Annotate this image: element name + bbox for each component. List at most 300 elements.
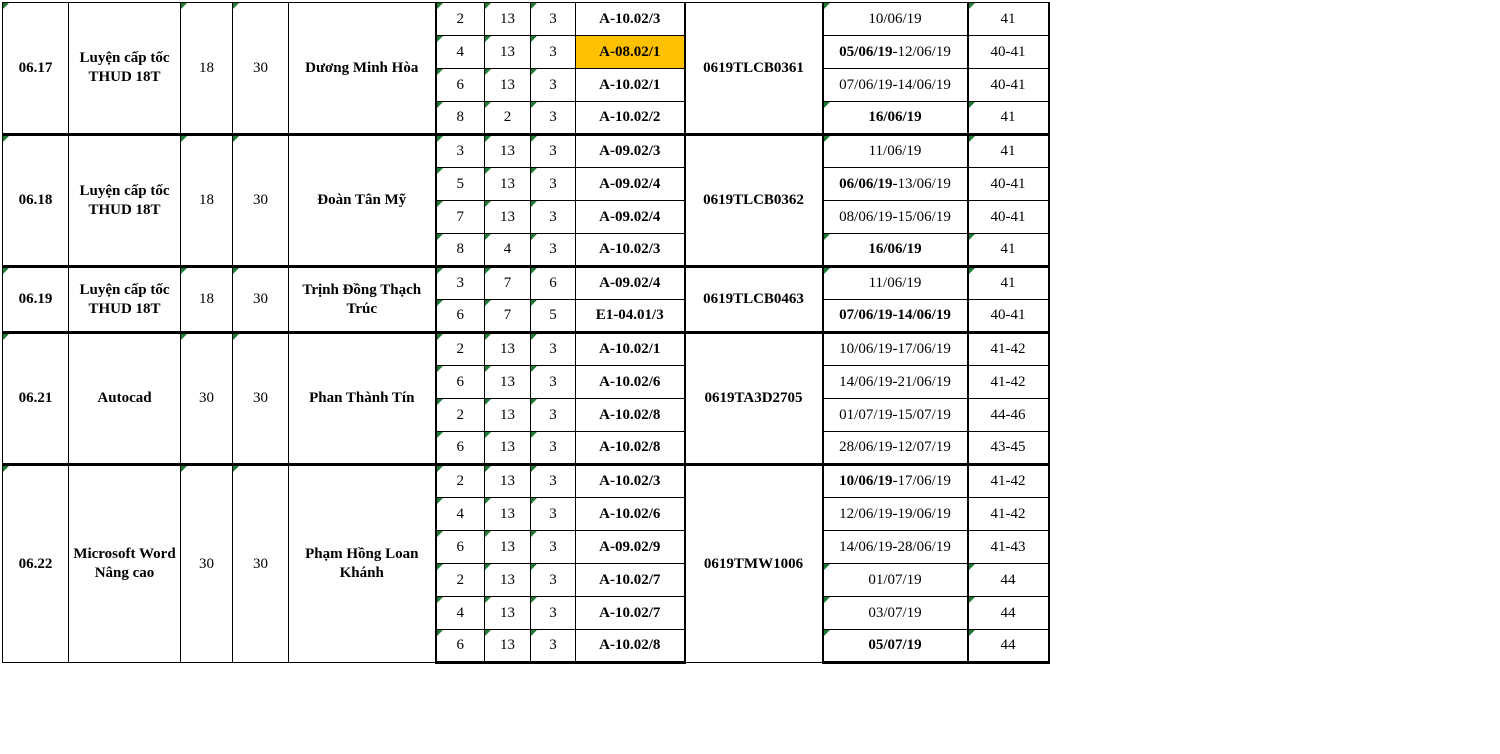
class-code: 0619TA3D2705 xyxy=(704,390,803,407)
lessons-cell[interactable] xyxy=(531,432,576,465)
period-cell[interactable] xyxy=(485,36,531,69)
dates-cell[interactable] xyxy=(823,366,968,399)
error-flag-icon xyxy=(824,234,830,240)
error-flag-icon xyxy=(181,334,187,340)
day-value: 6 xyxy=(456,307,464,324)
dates-cell[interactable] xyxy=(823,333,968,366)
period-cell[interactable] xyxy=(485,135,531,168)
class-code-cell[interactable] xyxy=(685,3,823,135)
lessons-cell[interactable] xyxy=(531,465,576,498)
day-value: 7 xyxy=(456,208,464,225)
error-flag-icon xyxy=(531,300,537,306)
lessons-cell[interactable] xyxy=(531,366,576,399)
dates-cell[interactable] xyxy=(823,531,968,564)
enrolled-cell[interactable] xyxy=(181,3,233,135)
day-value: 6 xyxy=(456,76,464,93)
dates-cell[interactable] xyxy=(823,3,968,36)
lessons-cell[interactable] xyxy=(531,267,576,300)
error-flag-icon xyxy=(485,597,491,603)
error-flag-icon xyxy=(233,466,239,472)
period-value: 13 xyxy=(500,439,515,456)
teacher-cell[interactable] xyxy=(289,465,436,663)
error-flag-icon xyxy=(485,102,491,108)
room-value: A-10.02/1 xyxy=(599,76,661,93)
dates-cell[interactable] xyxy=(823,135,968,168)
error-flag-icon xyxy=(437,102,443,108)
date-bold: 05/06/19 xyxy=(839,43,893,60)
period-cell[interactable] xyxy=(485,333,531,366)
day-value: 6 xyxy=(456,637,464,654)
weeks-value: 41 xyxy=(1000,109,1016,126)
error-flag-icon xyxy=(531,630,537,636)
room-cell[interactable] xyxy=(576,399,685,432)
day-value: 4 xyxy=(456,604,464,621)
lessons-value: 3 xyxy=(549,604,557,621)
day-value: 4 xyxy=(456,505,464,522)
teacher-name: Phạm Hồng Loan Khánh xyxy=(305,546,419,581)
error-flag-icon xyxy=(485,268,491,274)
room-value: A-10.02/6 xyxy=(599,373,661,390)
error-flag-icon xyxy=(824,597,830,603)
room-value: A-09.02/4 xyxy=(599,208,661,225)
dates-cell[interactable] xyxy=(823,69,968,102)
room-value: A-09.02/4 xyxy=(599,175,661,192)
dates-cell[interactable] xyxy=(823,432,968,465)
period-cell[interactable] xyxy=(485,399,531,432)
date-regular: 07/06/19-14/06/19 xyxy=(839,76,951,93)
date-regular: -13/06/19 xyxy=(892,175,951,192)
room-value: A-10.02/7 xyxy=(599,604,661,621)
lessons-cell[interactable] xyxy=(531,168,576,201)
period-value: 2 xyxy=(503,109,512,126)
weeks-value: 44 xyxy=(1000,637,1016,654)
error-flag-icon xyxy=(485,201,491,207)
date-bold: 16/06/19 xyxy=(868,241,922,258)
day-cell[interactable] xyxy=(436,267,485,300)
lessons-cell[interactable] xyxy=(531,564,576,597)
enrolled-cell[interactable] xyxy=(181,465,233,663)
class-code: 0619TMW1006 xyxy=(703,555,804,572)
period-cell[interactable] xyxy=(485,3,531,36)
error-flag-icon xyxy=(531,268,537,274)
enrolled-cell[interactable] xyxy=(181,135,233,267)
error-flag-icon xyxy=(437,234,443,240)
weeks-cell[interactable] xyxy=(968,531,1049,564)
day-cell[interactable] xyxy=(436,432,485,465)
room-cell[interactable] xyxy=(576,3,685,36)
room-cell[interactable] xyxy=(576,498,685,531)
period-cell[interactable] xyxy=(485,267,531,300)
lessons-cell[interactable] xyxy=(531,234,576,267)
lessons-cell[interactable] xyxy=(531,597,576,630)
day-value: 6 xyxy=(456,439,464,456)
dates-cell[interactable] xyxy=(823,564,968,597)
room-cell[interactable] xyxy=(576,630,685,663)
capacity-count: 30 xyxy=(253,192,268,209)
dates-cell[interactable] xyxy=(823,300,968,333)
error-flag-icon xyxy=(485,432,491,438)
error-flag-icon xyxy=(531,466,537,472)
error-flag-icon xyxy=(437,399,443,405)
lessons-value: 3 xyxy=(549,175,557,192)
weeks-value: 40-41 xyxy=(990,208,1026,225)
weeks-cell[interactable] xyxy=(968,168,1049,201)
period-cell[interactable] xyxy=(485,69,531,102)
course-code: 06.22 xyxy=(18,555,53,572)
course-code: 06.18 xyxy=(18,192,53,209)
period-value: 13 xyxy=(500,571,515,588)
room-value: A-10.02/8 xyxy=(599,439,661,456)
dates-cell[interactable] xyxy=(823,597,968,630)
date-regular: 14/06/19-21/06/19 xyxy=(839,373,951,390)
capacity-cell[interactable] xyxy=(233,465,289,663)
lessons-value: 3 xyxy=(549,208,557,225)
teacher-name: Phan Thành Tín xyxy=(309,390,415,407)
enrolled-count: 18 xyxy=(199,192,214,209)
lessons-cell[interactable] xyxy=(531,69,576,102)
capacity-cell[interactable] xyxy=(233,135,289,267)
lessons-cell[interactable] xyxy=(531,399,576,432)
day-cell[interactable] xyxy=(436,333,485,366)
day-value: 3 xyxy=(456,275,464,292)
day-cell[interactable] xyxy=(436,498,485,531)
lessons-cell[interactable] xyxy=(531,102,576,135)
weeks-cell[interactable] xyxy=(968,399,1049,432)
period-value: 13 xyxy=(500,505,515,522)
teacher-cell[interactable] xyxy=(289,3,436,135)
dates-cell[interactable] xyxy=(823,267,968,300)
room-cell[interactable] xyxy=(576,201,685,234)
weeks-cell[interactable] xyxy=(968,498,1049,531)
room-cell[interactable] xyxy=(576,234,685,267)
room-cell[interactable] xyxy=(576,333,685,366)
error-flag-icon xyxy=(437,36,443,42)
weeks-cell[interactable] xyxy=(968,366,1049,399)
room-value: A-09.02/4 xyxy=(599,275,661,292)
day-value: 8 xyxy=(456,109,464,126)
day-cell[interactable] xyxy=(436,366,485,399)
period-cell[interactable] xyxy=(485,102,531,135)
capacity-cell[interactable] xyxy=(233,267,289,333)
date-regular: 01/07/19 xyxy=(868,571,922,588)
error-flag-icon xyxy=(233,268,239,274)
date-bold: 16/06/19 xyxy=(868,109,922,126)
day-cell[interactable] xyxy=(436,102,485,135)
course-schedule-table xyxy=(2,2,1050,664)
period-value: 13 xyxy=(500,341,515,358)
dates-cell[interactable] xyxy=(823,630,968,663)
course-name: Luyện cấp tốc THUD 18T xyxy=(79,281,170,317)
class-code-cell[interactable] xyxy=(685,333,823,465)
room-cell[interactable] xyxy=(576,564,685,597)
weeks-cell[interactable] xyxy=(968,333,1049,366)
dates-cell[interactable] xyxy=(823,201,968,234)
lessons-cell[interactable] xyxy=(531,630,576,663)
course-code-cell[interactable] xyxy=(3,3,69,135)
day-value: 4 xyxy=(456,43,464,60)
period-value: 13 xyxy=(500,143,515,160)
day-cell[interactable] xyxy=(436,531,485,564)
room-cell-highlighted[interactable] xyxy=(576,36,685,69)
error-flag-icon xyxy=(437,432,443,438)
period-cell[interactable] xyxy=(485,498,531,531)
period-cell[interactable] xyxy=(485,465,531,498)
weeks-value: 41 xyxy=(1000,241,1016,258)
error-flag-icon xyxy=(485,136,491,142)
period-cell[interactable] xyxy=(485,531,531,564)
error-flag-icon xyxy=(437,69,443,75)
error-flag-icon xyxy=(485,399,491,405)
day-value: 2 xyxy=(456,406,464,423)
capacity-cell[interactable] xyxy=(233,3,289,135)
error-flag-icon xyxy=(437,498,443,504)
dates-cell[interactable] xyxy=(823,399,968,432)
error-flag-icon xyxy=(437,366,443,372)
day-cell[interactable] xyxy=(436,564,485,597)
day-cell[interactable] xyxy=(436,3,485,36)
weeks-value: 44-46 xyxy=(990,406,1026,423)
weeks-cell[interactable] xyxy=(968,300,1049,333)
period-cell[interactable] xyxy=(485,201,531,234)
error-flag-icon xyxy=(531,168,537,174)
class-code: 0619TLCB0362 xyxy=(703,192,804,209)
dates-cell[interactable] xyxy=(823,168,968,201)
room-value: A-10.02/1 xyxy=(599,341,661,358)
class-code-cell[interactable] xyxy=(685,267,823,333)
course-code-cell[interactable] xyxy=(3,465,69,663)
day-cell[interactable] xyxy=(436,597,485,630)
period-value: 13 xyxy=(500,208,515,225)
error-flag-icon xyxy=(485,630,491,636)
dates-cell[interactable] xyxy=(823,102,968,135)
lessons-cell[interactable] xyxy=(531,3,576,36)
error-flag-icon xyxy=(824,564,830,570)
course-name-cell[interactable] xyxy=(69,267,181,333)
error-flag-icon xyxy=(969,3,975,9)
weeks-cell[interactable] xyxy=(968,234,1049,267)
period-cell[interactable] xyxy=(485,597,531,630)
teacher-name: Dương Minh Hòa xyxy=(305,59,419,76)
lessons-value: 3 xyxy=(549,43,557,60)
error-flag-icon xyxy=(437,300,443,306)
error-flag-icon xyxy=(531,102,537,108)
weeks-cell[interactable] xyxy=(968,69,1049,102)
period-cell[interactable] xyxy=(485,564,531,597)
error-flag-icon xyxy=(531,136,537,142)
weeks-value: 41-42 xyxy=(990,341,1026,358)
date-regular: 01/07/19-15/07/19 xyxy=(839,406,951,423)
room-cell[interactable] xyxy=(576,69,685,102)
weeks-value: 40-41 xyxy=(990,43,1026,60)
room-cell[interactable] xyxy=(576,366,685,399)
lessons-value: 3 xyxy=(549,10,557,27)
period-value: 13 xyxy=(500,604,515,621)
error-flag-icon xyxy=(181,3,187,9)
error-flag-icon xyxy=(824,630,830,636)
weeks-cell[interactable] xyxy=(968,135,1049,168)
error-flag-icon xyxy=(485,168,491,174)
lessons-value: 3 xyxy=(549,406,557,423)
course-code-cell[interactable] xyxy=(3,135,69,267)
capacity-count: 30 xyxy=(253,291,268,308)
room-value: A-10.02/6 xyxy=(599,505,661,522)
course-name-cell[interactable] xyxy=(69,333,181,465)
period-value: 13 xyxy=(500,175,515,192)
error-flag-icon xyxy=(531,498,537,504)
table-row xyxy=(3,465,1049,498)
day-cell[interactable] xyxy=(436,399,485,432)
lessons-cell[interactable] xyxy=(531,498,576,531)
lessons-cell[interactable] xyxy=(531,333,576,366)
weeks-cell[interactable] xyxy=(968,465,1049,498)
day-value: 2 xyxy=(456,571,464,588)
lessons-cell[interactable] xyxy=(531,531,576,564)
day-cell[interactable] xyxy=(436,69,485,102)
room-cell[interactable] xyxy=(576,465,685,498)
course-code: 06.21 xyxy=(18,390,53,407)
teacher-name: Đoàn Tân Mỹ xyxy=(317,192,407,209)
room-cell[interactable] xyxy=(576,531,685,564)
room-cell[interactable] xyxy=(576,597,685,630)
period-cell[interactable] xyxy=(485,366,531,399)
course-name-cell[interactable] xyxy=(69,3,181,135)
day-value: 8 xyxy=(456,241,464,258)
lessons-value: 3 xyxy=(549,439,557,456)
error-flag-icon xyxy=(485,498,491,504)
error-flag-icon xyxy=(531,531,537,537)
capacity-cell[interactable] xyxy=(233,333,289,465)
error-flag-icon xyxy=(531,234,537,240)
period-value: 13 xyxy=(500,43,515,60)
day-cell[interactable] xyxy=(436,36,485,69)
course-name-cell[interactable] xyxy=(69,135,181,267)
period-cell[interactable] xyxy=(485,234,531,267)
lessons-value: 3 xyxy=(549,76,557,93)
day-cell[interactable] xyxy=(436,135,485,168)
day-cell[interactable] xyxy=(436,234,485,267)
lessons-value: 6 xyxy=(549,275,557,292)
room-cell[interactable] xyxy=(576,432,685,465)
enrolled-cell[interactable] xyxy=(181,333,233,465)
period-cell[interactable] xyxy=(485,630,531,663)
room-value: A-10.02/7 xyxy=(599,571,661,588)
lessons-cell[interactable] xyxy=(531,201,576,234)
course-code: 06.19 xyxy=(18,291,53,308)
weeks-value: 41-42 xyxy=(990,373,1026,390)
period-cell[interactable] xyxy=(485,168,531,201)
lessons-cell[interactable] xyxy=(531,36,576,69)
period-cell[interactable] xyxy=(485,432,531,465)
teacher-cell[interactable] xyxy=(289,267,436,333)
day-cell[interactable] xyxy=(436,465,485,498)
error-flag-icon xyxy=(485,334,491,340)
weeks-cell[interactable] xyxy=(968,102,1049,135)
error-flag-icon xyxy=(824,136,830,142)
course-name: Autocad xyxy=(97,390,152,407)
error-flag-icon xyxy=(824,268,830,274)
class-code-cell[interactable] xyxy=(685,135,823,267)
teacher-cell[interactable] xyxy=(289,333,436,465)
class-code: 0619TLCB0361 xyxy=(703,59,804,76)
day-cell[interactable] xyxy=(436,201,485,234)
error-flag-icon xyxy=(437,597,443,603)
course-code-cell[interactable] xyxy=(3,267,69,333)
day-cell[interactable] xyxy=(436,630,485,663)
error-flag-icon xyxy=(233,136,239,142)
class-code-cell[interactable] xyxy=(685,465,823,663)
enrolled-count: 18 xyxy=(199,59,214,76)
error-flag-icon xyxy=(485,366,491,372)
weeks-cell[interactable] xyxy=(968,267,1049,300)
weeks-cell[interactable] xyxy=(968,597,1049,630)
capacity-count: 30 xyxy=(253,555,268,572)
room-cell[interactable] xyxy=(576,300,685,333)
dates-cell[interactable] xyxy=(823,36,968,69)
room-cell[interactable] xyxy=(576,168,685,201)
error-flag-icon xyxy=(531,399,537,405)
weeks-cell[interactable] xyxy=(968,564,1049,597)
weeks-value: 41-42 xyxy=(990,473,1026,490)
date-regular: 08/06/19-15/06/19 xyxy=(839,208,951,225)
error-flag-icon xyxy=(437,564,443,570)
day-value: 6 xyxy=(456,373,464,390)
error-flag-icon xyxy=(531,69,537,75)
weeks-value: 40-41 xyxy=(990,307,1026,324)
period-value: 7 xyxy=(503,307,512,324)
error-flag-icon xyxy=(824,3,830,9)
weeks-cell[interactable] xyxy=(968,201,1049,234)
dates-cell[interactable] xyxy=(823,234,968,267)
day-cell[interactable] xyxy=(436,300,485,333)
weeks-cell[interactable] xyxy=(968,36,1049,69)
dates-cell[interactable] xyxy=(823,498,968,531)
error-flag-icon xyxy=(437,630,443,636)
weeks-value: 40-41 xyxy=(990,76,1026,93)
error-flag-icon xyxy=(181,136,187,142)
day-cell[interactable] xyxy=(436,168,485,201)
course-code-cell[interactable] xyxy=(3,333,69,465)
lessons-cell[interactable] xyxy=(531,135,576,168)
period-cell[interactable] xyxy=(485,300,531,333)
period-value: 4 xyxy=(503,241,512,258)
lessons-value: 3 xyxy=(549,637,557,654)
error-flag-icon xyxy=(437,136,443,142)
room-cell[interactable] xyxy=(576,135,685,168)
weeks-cell[interactable] xyxy=(968,630,1049,663)
date-regular: 10/06/19 xyxy=(868,10,922,27)
dates-cell[interactable] xyxy=(823,465,968,498)
weeks-cell[interactable] xyxy=(968,3,1049,36)
room-cell[interactable] xyxy=(576,267,685,300)
error-flag-icon xyxy=(531,3,537,9)
error-flag-icon xyxy=(969,564,975,570)
weeks-cell[interactable] xyxy=(968,432,1049,465)
teacher-cell[interactable] xyxy=(289,135,436,267)
date-regular: 11/06/19 xyxy=(868,143,922,160)
enrolled-cell[interactable] xyxy=(181,267,233,333)
error-flag-icon xyxy=(531,597,537,603)
lessons-value: 3 xyxy=(549,241,557,258)
course-name-cell[interactable] xyxy=(69,465,181,663)
weeks-value: 44 xyxy=(1000,571,1016,588)
day-value: 2 xyxy=(456,473,464,490)
period-value: 13 xyxy=(500,538,515,555)
lessons-cell[interactable] xyxy=(531,300,576,333)
error-flag-icon xyxy=(531,564,537,570)
room-value: A-10.02/8 xyxy=(599,406,661,423)
room-value: E1-04.01/3 xyxy=(595,307,664,324)
room-cell[interactable] xyxy=(576,102,685,135)
